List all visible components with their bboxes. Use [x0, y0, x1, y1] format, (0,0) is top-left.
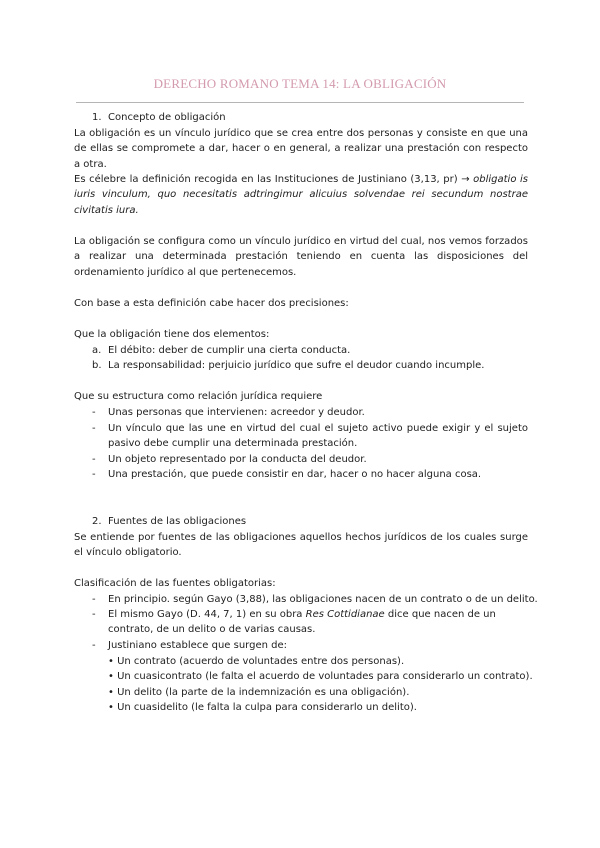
list-marker: -: [92, 407, 96, 418]
section1-paragraph-configuration: La obligación se configura como un vínculo jurídico en virtud del cual, nos vemos forzados a realizar una determinada prestación teniendo en cuenta las disposiciones del ordenamiento jurídico al que pertenecemos.: [74, 236, 528, 278]
sub-list-item: • Un cuasicontrato (le falta el acuerdo de voluntades para considerarlo un contrato).: [108, 671, 533, 682]
section1-heading-text: Concepto de obligación: [108, 112, 226, 123]
sub-list-item: • Un contrato (acuerdo de voluntades entre dos personas).: [108, 656, 405, 667]
section2-heading-text: Fuentes de las obligaciones: [108, 516, 247, 527]
list-item: [92, 421, 528, 452]
list-item-text: [108, 607, 528, 638]
section1-heading: [92, 110, 226, 125]
list-item-text: Un vínculo que las une en virtud del cual el sujeto activo puede exigir y el sujeto pasivo debe cumplir una determinada prestación.: [108, 423, 528, 450]
list-item: [92, 405, 365, 420]
section2-number: 2.: [92, 516, 102, 527]
sub-list-item: • Un delito (la parte de la indemnización es una obligación).: [108, 687, 410, 698]
section1-paragraph-justinian: [74, 172, 528, 218]
document-title: DERECHO ROMANO TEMA 14: LA OBLIGACIÓN: [153, 76, 447, 91]
gayo-text: El mismo Gayo (D. 44, 7, 1) en su obra: [108, 609, 306, 620]
list-marker: -: [92, 640, 96, 651]
work-title: Res Cottidianae: [305, 609, 385, 620]
list-item-text: Unas personas que intervienen: acreedor y deudor.: [108, 407, 365, 418]
latin-quote: obligatio is iuris vinculum, quo necesitatis adtringimur alicuius solvendae rei secundum nostrae civitatis iura.: [74, 174, 528, 216]
gayo-text-end: dice que nacen de un contrato, de un delito o de varias causas.: [108, 609, 496, 636]
list-marker: -: [92, 454, 96, 465]
list-item-text: El débito: deber de cumplir una cierta conducta.: [108, 345, 351, 356]
title-divider: [76, 102, 524, 103]
classification-intro: Clasificación de las fuentes obligatorias:: [74, 578, 276, 589]
list-item: [92, 358, 485, 373]
list-marker: b.: [92, 360, 102, 371]
list-item-text: Justiniano establece que surgen de:: [108, 640, 287, 651]
list-item: [92, 343, 351, 358]
sub-list-item: • Un cuasidelito (le falta la culpa para considerarlo un delito).: [108, 702, 417, 713]
structure-intro: Que su estructura como relación jurídica requiere: [74, 391, 323, 402]
list-item: [92, 452, 367, 467]
elements-intro: Que la obligación tiene dos elementos:: [74, 329, 270, 340]
list-marker: -: [92, 423, 96, 434]
list-item-text: La responsabilidad: perjuicio jurídico que sufre el deudor cuando incumple.: [108, 360, 485, 371]
list-item-text: En principio. según Gayo (3,88), las obligaciones nacen de un contrato o de un delito.: [108, 594, 538, 605]
list-marker: -: [92, 594, 96, 605]
list-marker: -: [92, 609, 96, 620]
section1-paragraph-definition: La obligación es un vínculo jurídico que se crea entre dos personas y consiste en que una de ellas se compromete a dar, hacer o en general, a realizar una prestación con respecto a otra.: [74, 128, 528, 170]
list-item: [92, 607, 528, 638]
list-item-text: Un objeto representado por la conducta del deudor.: [108, 454, 367, 465]
section2-heading: [92, 514, 247, 529]
justinian-definition-text: Es célebre la definición recogida en las Instituciones de Justiniano (3,13, pr) →: [74, 174, 474, 185]
list-marker: -: [92, 469, 96, 480]
list-marker: a.: [92, 345, 102, 356]
list-item-text: Una prestación, que puede consistir en dar, hacer o no hacer alguna cosa.: [108, 469, 482, 480]
section2-paragraph-sources: Se entiende por fuentes de las obligaciones aquellos hechos jurídicos de los cuales surge el vínculo obligatorio.: [74, 532, 528, 559]
list-item: [92, 592, 538, 607]
section1-paragraph-precisions: Con base a esta definición cabe hacer dos precisiones:: [74, 298, 349, 309]
section1-number: 1.: [92, 112, 102, 123]
list-item: [92, 638, 287, 653]
list-item: [92, 467, 482, 482]
